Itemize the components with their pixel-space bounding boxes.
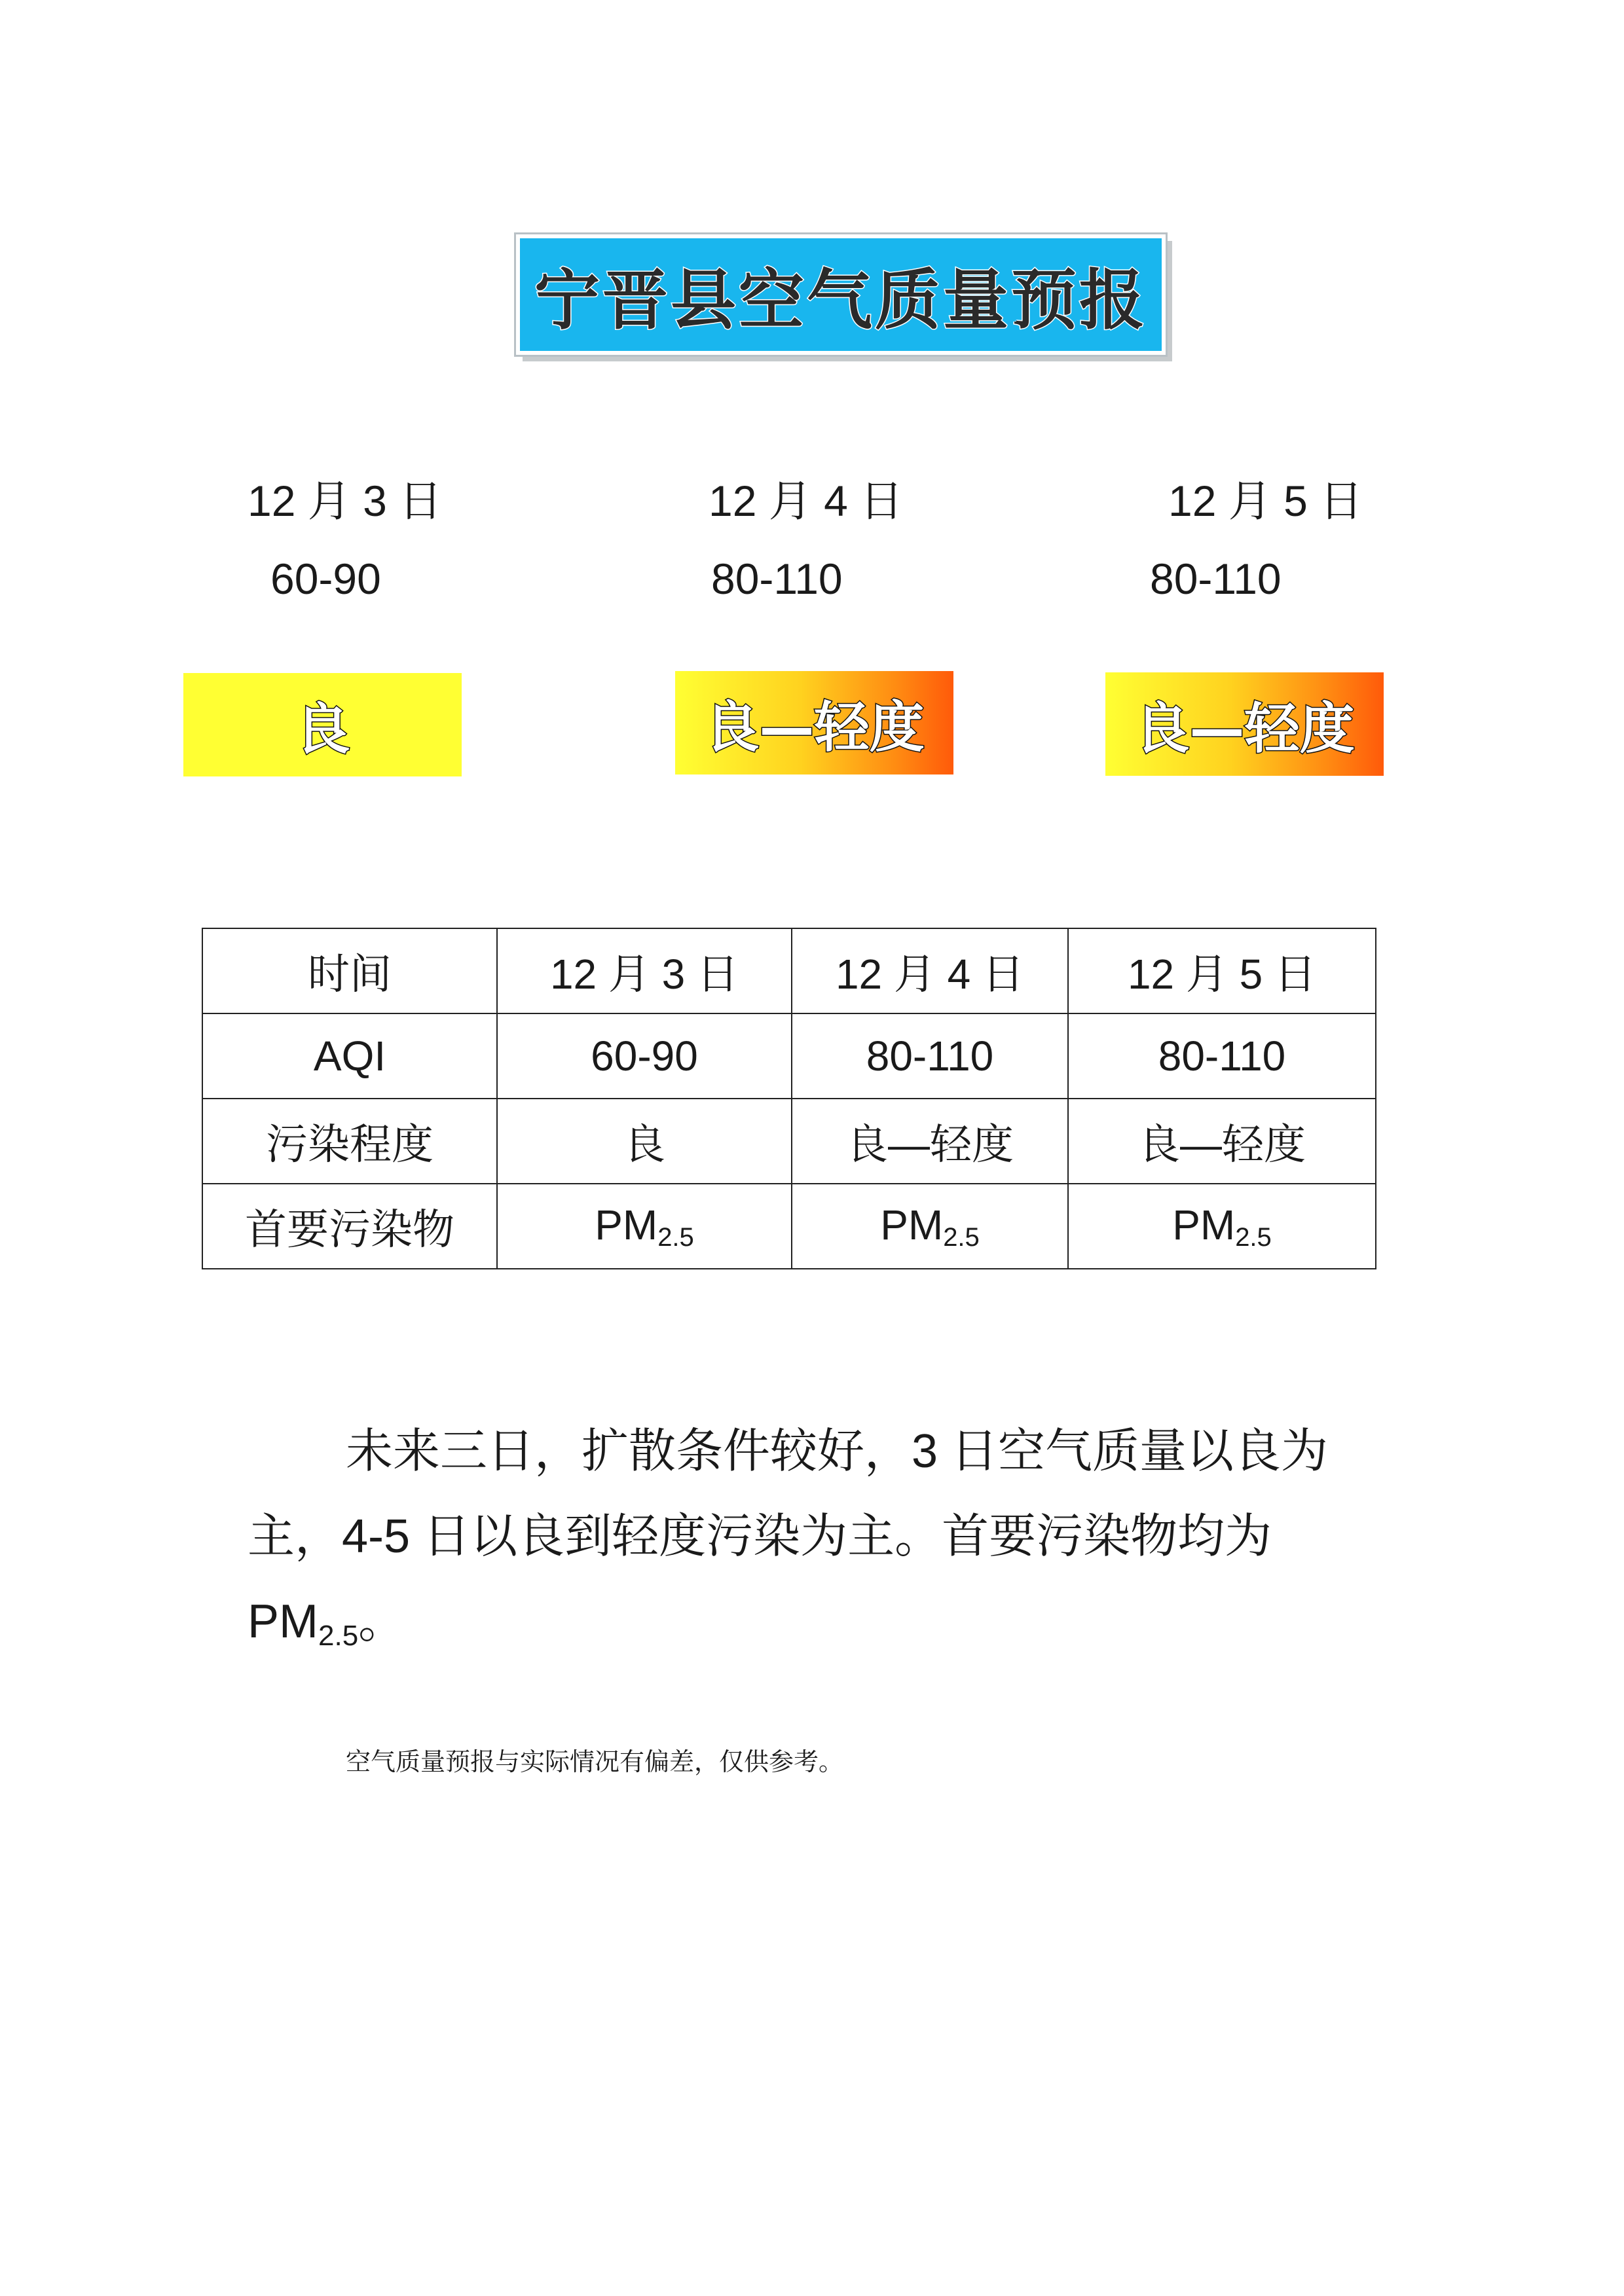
forecast-date: 12 月 4 日 (709, 477, 904, 525)
summary-subscript: 2.5 (318, 1620, 359, 1652)
table-header-cell: 时间 (202, 928, 497, 1013)
table-header-cell: 12 月 4 日 (792, 928, 1068, 1013)
summary-end: 。 (358, 1595, 406, 1648)
table-cell (1068, 1184, 1376, 1269)
forecast-level-text: 良 (295, 697, 350, 761)
table-row-label: 首要污染物 (202, 1184, 497, 1269)
title-banner (516, 234, 1166, 355)
table-cell: 80-110 (792, 1013, 1068, 1099)
forecast-level-text: 良—轻度 (704, 695, 925, 759)
forecast-aqi: 60-90 (270, 555, 381, 603)
forecast-date: 12 月 3 日 (248, 477, 443, 525)
pollutant-subscript: 2.5 (657, 1222, 694, 1252)
table-row-aqi (202, 1013, 1376, 1099)
pollutant-name: PM (1172, 1201, 1236, 1248)
footnote: 空气质量预报与实际情况有偏差，仅供参考。 (346, 1749, 844, 1776)
forecast-aqi: 80-110 (1150, 555, 1282, 603)
forecast-table (202, 928, 1376, 1269)
forecast-level-text: 良—轻度 (1134, 696, 1355, 761)
table-header-row (202, 928, 1376, 1013)
table-cell: 良—轻度 (792, 1099, 1068, 1184)
table-cell (792, 1184, 1068, 1269)
forecast-level-badge (675, 671, 953, 774)
table-row-pollution-level (202, 1099, 1376, 1184)
table-cell: 良 (497, 1099, 792, 1184)
summary-text: 未来三日，扩散条件较好，3 日空气质量以良为主，4-5 日以良到轻度污染为主。首要污染物均为 PM (248, 1425, 1329, 1648)
forecast-aqi: 80-110 (711, 555, 843, 603)
pollutant-name: PM (880, 1201, 944, 1248)
table-cell (497, 1184, 792, 1269)
forecast-level-badge (1105, 672, 1384, 776)
table-cell: 良—轻度 (1068, 1099, 1376, 1184)
pollutant-subscript: 2.5 (1235, 1222, 1272, 1252)
table-row-label: 污染程度 (202, 1099, 497, 1184)
table-header-cell: 12 月 3 日 (497, 928, 792, 1013)
table-row-label: AQI (202, 1013, 497, 1099)
forecast-summary (248, 1409, 1387, 1679)
forecast-date: 12 月 5 日 (1168, 477, 1363, 525)
table-header-cell: 12 月 5 日 (1068, 928, 1376, 1013)
table-row-primary-pollutant (202, 1184, 1376, 1269)
pollutant-subscript: 2.5 (943, 1222, 980, 1252)
pollutant-name: PM (595, 1201, 658, 1248)
table-cell: 80-110 (1068, 1013, 1376, 1099)
page-title: 宁晋县空气质量预报 (534, 262, 1147, 338)
forecast-level-badge (183, 673, 462, 776)
table-cell: 60-90 (497, 1013, 792, 1099)
